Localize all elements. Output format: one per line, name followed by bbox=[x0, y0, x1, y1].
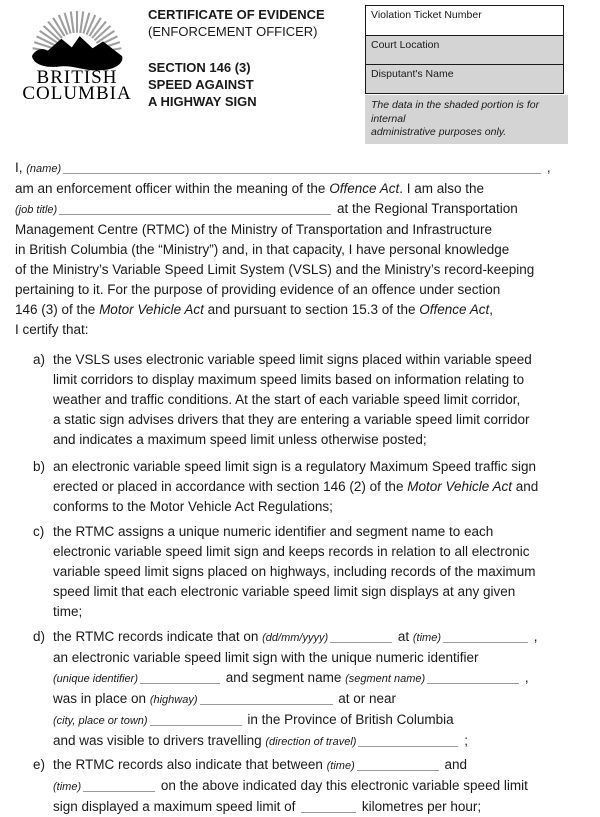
intro-text: , bbox=[543, 160, 551, 175]
time-label: (time) bbox=[412, 632, 441, 644]
unique-identifier-blank-line bbox=[140, 670, 220, 684]
intro-text: 146 (3) of the bbox=[15, 302, 100, 317]
intro-text: am an enforcement officer within the meaning of the bbox=[15, 181, 330, 196]
item-a-line: weather and traffic conditions. At the start of each variable speed limit corridor, bbox=[53, 392, 521, 407]
item-text: the RTMC records also indicate that between bbox=[53, 757, 327, 772]
item-d-line: an electronic variable speed limit sign with the unique numeric identifier bbox=[53, 650, 479, 665]
item-text: and bbox=[440, 757, 468, 772]
form-header bbox=[0, 0, 600, 138]
violation-ticket-number-field: Violation Ticket Number bbox=[366, 6, 563, 35]
certify-item-c bbox=[15, 522, 570, 622]
item-a-line: limit corridors to display maximum speed limits based on information relating to bbox=[53, 372, 525, 387]
certify-item-b bbox=[15, 457, 570, 517]
item-text: the RTMC records indicate that on bbox=[53, 629, 263, 644]
form-section-line2: SPEED AGAINST bbox=[148, 77, 254, 92]
item-e-line bbox=[53, 755, 570, 776]
item-text: kilometres per hour; bbox=[358, 799, 482, 814]
date-blank-line bbox=[330, 629, 392, 643]
time-blank-line bbox=[83, 778, 155, 792]
intro-line: Management Centre (RTMC) of the Ministry of Transportation and Infrastructure bbox=[15, 222, 492, 237]
logo-wordmark-line1: BRITISH bbox=[36, 67, 118, 88]
intro-text: I, bbox=[15, 160, 27, 175]
item-text: , bbox=[521, 670, 529, 685]
item-c-line: speed limit that each electronic variable speed limit sign displays at any given bbox=[53, 584, 516, 599]
item-text: erected or placed in accordance with section 146 (2) of the bbox=[53, 479, 408, 494]
intro-line bbox=[15, 300, 570, 320]
intro-line: in British Columbia (the “Ministry”) and, in that capacity, I have personal knowledge bbox=[15, 242, 510, 257]
intro-line: I certify that: bbox=[15, 322, 89, 337]
time-blank-line bbox=[357, 757, 439, 771]
form-title-block bbox=[148, 6, 325, 110]
item-text: sign displayed a maximum speed limit of bbox=[53, 799, 300, 814]
city-blank-line bbox=[150, 712, 242, 726]
offence-act-reference: Offence Act bbox=[329, 181, 400, 196]
certificate-body bbox=[15, 158, 570, 817]
item-e-line bbox=[53, 797, 570, 817]
disputants-name-field: Disputant's Name bbox=[366, 64, 563, 93]
intro-line bbox=[15, 199, 570, 220]
certify-item-a bbox=[15, 350, 570, 450]
direction-blank-line bbox=[358, 733, 458, 747]
item-text: at or near bbox=[334, 691, 397, 706]
item-d-line bbox=[53, 668, 570, 689]
item-a-line: the VSLS uses electronic variable speed limit signs placed within variable speed bbox=[53, 352, 532, 367]
time-label: (time) bbox=[53, 781, 82, 793]
date-label: (dd/mm/yyyy) bbox=[262, 632, 329, 644]
unique-identifier-label: (unique identifier) bbox=[53, 673, 138, 685]
internal-info-box bbox=[365, 5, 564, 94]
intro-text: . I am also the bbox=[399, 181, 485, 196]
direction-of-travel-label: (direction of travel) bbox=[265, 736, 357, 748]
item-text: on the above indicated day this electronic variable speed limit bbox=[157, 778, 528, 793]
internal-use-note-line2: administrative purposes only. bbox=[371, 126, 507, 138]
city-place-town-label: (city, place or town) bbox=[53, 715, 148, 727]
item-letter: c) bbox=[33, 524, 45, 539]
item-d-line bbox=[53, 627, 570, 648]
job-title-blank-line bbox=[59, 201, 331, 215]
item-text: and segment name bbox=[222, 670, 346, 685]
item-text: , bbox=[529, 629, 538, 644]
item-e-line bbox=[53, 776, 570, 797]
intro-text: , bbox=[489, 302, 494, 317]
internal-use-note bbox=[365, 95, 568, 144]
motor-vehicle-act-reference: Motor Vehicle Act bbox=[99, 302, 204, 317]
item-d-line bbox=[53, 689, 570, 710]
name-blank-line bbox=[63, 160, 541, 174]
item-a-line: and indicates a maximum speed limit unless otherwise posted; bbox=[53, 432, 427, 447]
speed-limit-blank-line bbox=[301, 799, 356, 813]
item-c-line: time; bbox=[53, 604, 83, 619]
name-label: (name) bbox=[26, 163, 62, 175]
item-c-line: electronic variable speed limit sign and keeps records in relation to all electronic bbox=[53, 544, 530, 559]
item-text: and was visible to drivers travelling bbox=[53, 733, 266, 748]
intro-text: and pursuant to section 15.3 of the bbox=[203, 302, 420, 317]
bc-government-logo bbox=[12, 4, 142, 102]
item-a-line: a static sign advises drivers that they are entering a variable speed limit corridor bbox=[53, 412, 530, 427]
bc-sunrise-mountains-icon bbox=[25, 4, 129, 70]
form-title-officer: (ENFORCEMENT OFFICER) bbox=[148, 24, 318, 39]
segment-name-blank-line bbox=[427, 670, 519, 684]
item-b-line bbox=[53, 477, 570, 497]
intro-text: at the Regional Transportation bbox=[333, 201, 518, 216]
job-title-label: (job title) bbox=[15, 204, 58, 216]
highway-label: (highway) bbox=[149, 694, 198, 706]
item-c-line: the RTMC assigns a unique numeric identifier and segment name to each bbox=[53, 524, 494, 539]
time-blank-line bbox=[443, 629, 528, 643]
intro-line bbox=[15, 158, 570, 179]
segment-name-label: (segment name) bbox=[345, 673, 426, 685]
item-d-line bbox=[53, 731, 570, 752]
court-location-field: Court Location bbox=[366, 35, 563, 64]
item-letter: d) bbox=[33, 629, 46, 644]
motor-vehicle-act-reference: Motor Vehicle Act bbox=[407, 479, 513, 494]
highway-blank-line bbox=[200, 691, 333, 705]
item-text: at bbox=[394, 629, 413, 644]
item-b-line: an electronic variable speed limit sign is a regulatory Maximum Speed traffic sign bbox=[53, 459, 536, 474]
item-c-line: variable speed limit signs placed on highways, including records of the maximum bbox=[53, 564, 536, 579]
form-section-line3: A HIGHWAY SIGN bbox=[148, 94, 257, 109]
item-d-line bbox=[53, 710, 570, 731]
item-letter: b) bbox=[33, 459, 46, 474]
item-text: was in place on bbox=[53, 691, 150, 706]
item-letter: a) bbox=[33, 352, 46, 367]
item-text: in the Province of British Columbia bbox=[243, 712, 454, 727]
offence-act-reference: Offence Act bbox=[419, 302, 490, 317]
intro-line: pertaining to it. For the purpose of providing evidence of an offence under section bbox=[15, 282, 501, 297]
certify-item-d bbox=[15, 627, 570, 752]
form-section-line1: SECTION 146 (3) bbox=[148, 60, 251, 75]
time-label: (time) bbox=[326, 760, 355, 772]
item-text: and bbox=[512, 479, 539, 494]
intro-paragraph bbox=[15, 158, 570, 340]
intro-line bbox=[15, 179, 570, 199]
item-text: ; bbox=[460, 733, 468, 748]
form-title: CERTIFICATE OF EVIDENCE bbox=[148, 7, 325, 22]
logo-wordmark-line2: COLUMBIA bbox=[22, 83, 132, 104]
certify-item-e bbox=[15, 755, 570, 817]
internal-use-note-line1: The data in the shaded portion is for internal bbox=[371, 99, 540, 125]
intro-line: of the Ministry’s Variable Speed Limit System (VSLS) and the Ministry’s record-keeping bbox=[15, 262, 535, 277]
item-b-line: conforms to the Motor Vehicle Act Regulations; bbox=[53, 499, 333, 514]
item-letter: e) bbox=[33, 757, 46, 772]
